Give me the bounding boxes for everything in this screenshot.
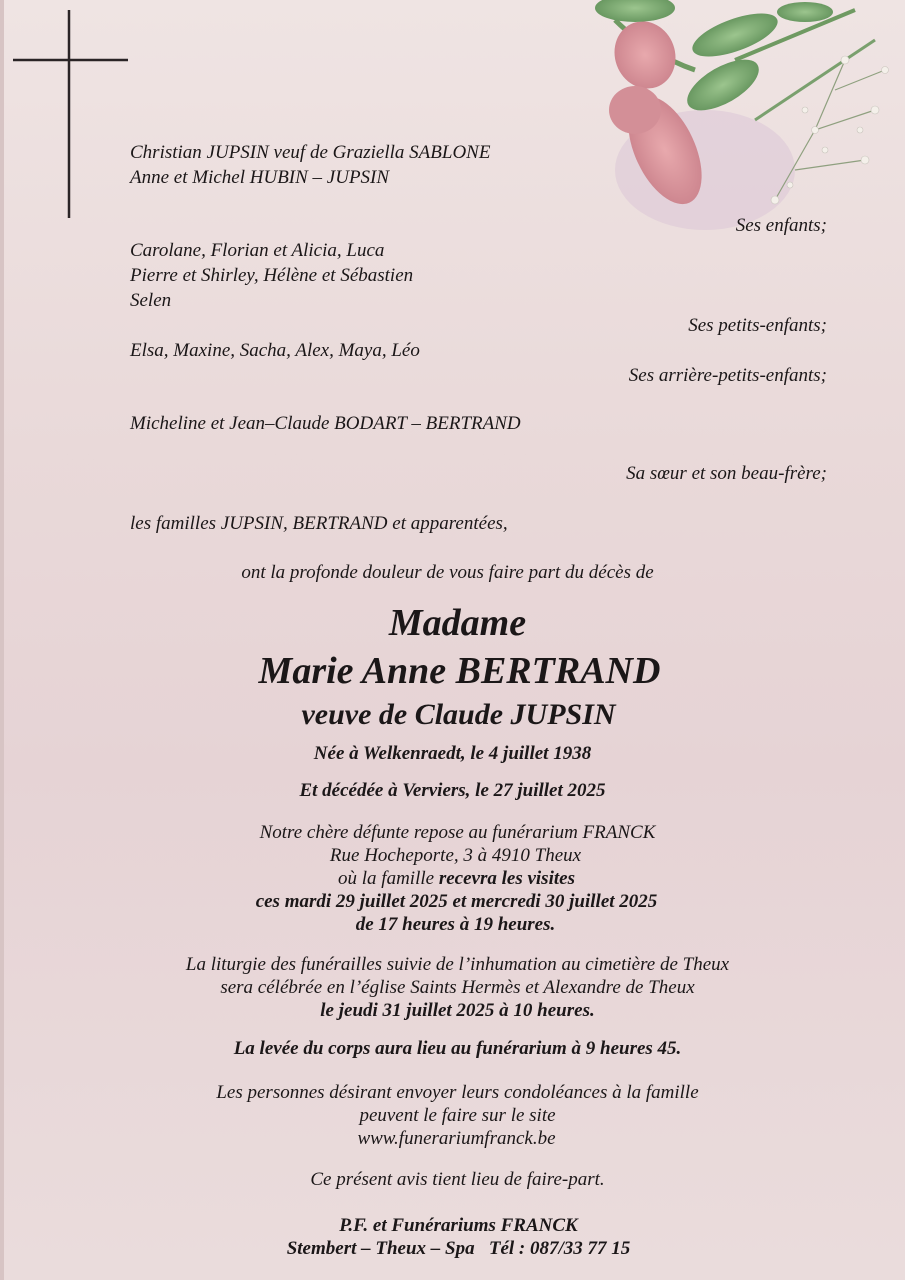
sibling-line: Micheline et Jean–Claude BODART – BERTRAND [130,413,521,434]
deceased-title: Madame [388,602,527,644]
notice-text: Ce présent avis tient lieu de faire-part. [310,1169,605,1190]
funeral-home-name: P.F. et Funérariums FRANCK [339,1215,578,1236]
funeral-home-contact: Stembert – Theux – Spa Tél : 087/33 77 15 [286,1238,631,1259]
levee-line: La levée du corps aura lieu au funérarium à 9 heures 45. [233,1038,682,1059]
children-line-2: Anne et Michel HUBIN – JUPSIN [130,167,390,188]
grandchildren-line-2: Pierre et Shirley, Hélène et Sébastien [130,265,414,286]
visitation-line-3-bold: recevra les visites [438,868,575,889]
grandchildren-label: Ses petits-enfants; [688,315,827,336]
great-grandchildren-label: Ses arrière-petits-enfants; [628,365,827,386]
grandchildren-line-3: Selen [130,290,172,311]
death-info: Et décédée à Verviers, le 27 juillet 2025 [299,780,606,801]
sibling-label: Sa sœur et son beau-frère; [626,463,827,484]
great-grandchildren-line: Elsa, Maxine, Sacha, Alex, Maya, Léo [130,340,420,361]
condolences-line-2: peuvent le faire sur le site [359,1105,556,1126]
grandchildren-line-1: Carolane, Florian et Alicia, Luca [130,240,385,261]
deceased-widow-of: veuve de Claude JUPSIN [301,698,616,731]
visitation-line-2: Rue Hocheporte, 3 à 4910 Theux [329,845,582,866]
funeral-line-1: La liturgie des funérailles suivie de l’inhumation au cimetière de Theux [185,954,730,975]
funeral-date: le jeudi 31 juillet 2025 à 10 heures. [320,1000,595,1021]
visitation-hours: de 17 heures à 19 heures. [355,914,556,935]
cross-icon [12,8,130,220]
announcement-text: ont la profonde douleur de vous faire part du décès de [241,562,654,583]
condolences-website: www.funerariumfranck.be [357,1128,556,1149]
funeral-line-2: sera célébrée en l’église Saints Hermès et Alexandre de Theux [220,977,695,998]
families-line: les familles JUPSIN, BERTRAND et apparentées, [130,513,508,534]
visitation-line-3-prefix: où la famille [338,868,439,889]
birth-info: Née à Welkenraedt, le 4 juillet 1938 [313,743,592,764]
deceased-name: Marie Anne BERTRAND [258,650,661,692]
condolences-line-1: Les personnes désirant envoyer leurs condoléances à la famille [216,1082,699,1103]
children-line-1: Christian JUPSIN veuf de Graziella SABLONE [130,142,491,163]
visitation-dates: ces mardi 29 juillet 2025 et mercredi 30 juillet 2025 [255,891,658,912]
visitation-line-3 [4,867,905,891]
children-label: Ses enfants; [735,215,827,236]
visitation-line-1: Notre chère défunte repose au funérarium FRANCK [259,822,656,843]
